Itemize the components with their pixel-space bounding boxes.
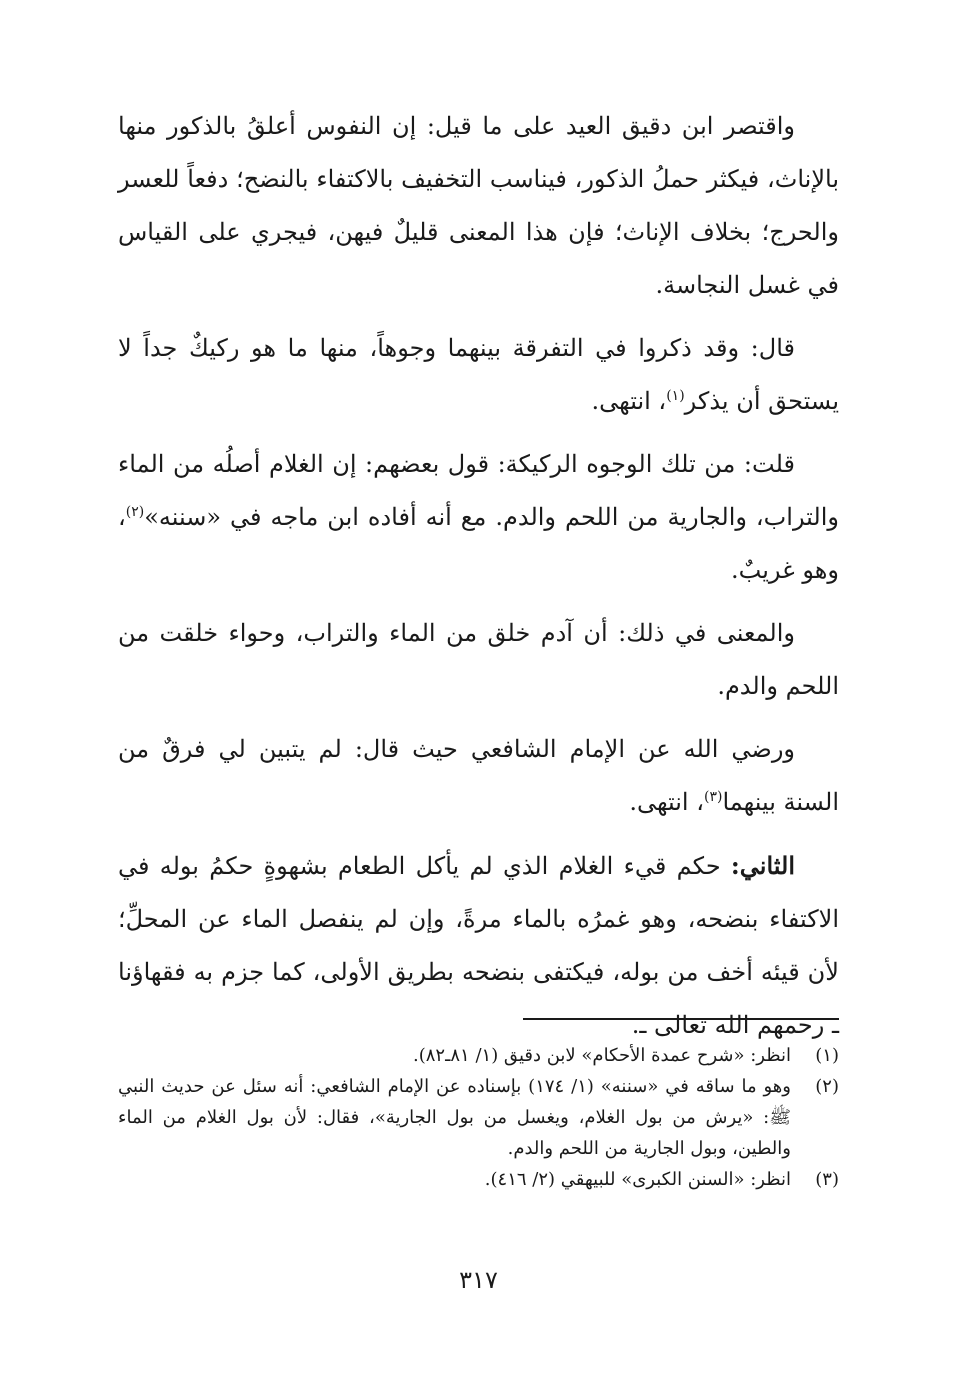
footnotes xyxy=(118,1040,839,1195)
footnote-3-number: (٣) xyxy=(815,1169,839,1190)
main-text xyxy=(118,100,839,1062)
paragraph-2-tail: ، انتهى. xyxy=(591,387,667,415)
paragraph-3-text: قلت: من تلك الوجوه الركيكة: قول بعضهم: إن الغلام أصلُه من الماء والتراب، والجارية من اللحم والدم. مع أنه أفاده ابن ماجه في «سننه» xyxy=(118,450,839,531)
paragraph-1 xyxy=(118,100,839,312)
paragraph-2-text: قال: وقد ذكروا في التفرقة بينهما وجوهاً، منها ما هو ركيكٌ جداً لا يستحق أن يذكر xyxy=(118,334,839,415)
footnote-marker-2: (٢) xyxy=(125,504,145,520)
paragraph-6-text: حكم قيء الغلام الذي لم يأكل الطعام بشهوةٍ حكمُ بوله في الاكتفاء بنضحه، وهو غمرُه بالماء مرةً، وإن لم ينفصل الماء عن المحلِّ؛ لأن قيئه أخف من بوله، فيكتفى بنضحه بطريق الأولى، كما جزم به فقهاؤنا ـ رحمهم الله تعالى ـ. xyxy=(118,852,840,1039)
footnote-separator xyxy=(523,1018,839,1020)
paragraph-4 xyxy=(118,607,839,713)
paragraph-2 xyxy=(118,322,839,428)
footnote-3-text: انظر: «السنن الكبرى» للبيهقي (٢/ ٤١٦). xyxy=(484,1169,791,1190)
footnote-2 xyxy=(118,1071,839,1164)
footnote-1-number: (١) xyxy=(815,1045,839,1066)
paragraph-6-lead: الثاني: xyxy=(730,851,795,880)
footnote-1-text: انظر: «شرح عمدة الأحكام» لابن دقيق (١/ ٨١ـ٨٢). xyxy=(413,1045,791,1066)
paragraph-5-text: ورضي الله عن الإمام الشافعي حيث قال: لم يتبين لي فرقٌ من السنة بينهما xyxy=(118,735,839,816)
paragraph-3-tail: ، وهو غريبٌ. xyxy=(118,503,839,584)
paragraph-1-text: واقتصر ابن دقيق العيد على ما قيل: إن النفوس أعلقُ بالذكور منها بالإناث، فيكثر حملُ الذكور، فيناسب التخفيف بالاكتفاء بالنضح؛ دفعاً للعسر والحرج؛ بخلاف الإناث؛ فإن هذا المعنى قليلٌ فيهن، فيجري على القياس في غسل النجاسة. xyxy=(118,112,839,299)
footnote-3 xyxy=(118,1164,839,1195)
page-number: ٣١٧ xyxy=(459,1266,498,1294)
paragraph-4-text: والمعنى في ذلك: أن آدم خلق من الماء والتراب، وحواء خلقت من اللحم والدم. xyxy=(118,619,839,700)
footnote-2-number: (٢) xyxy=(815,1076,839,1097)
footnote-1 xyxy=(118,1040,839,1071)
paragraph-6 xyxy=(118,839,839,1052)
paragraph-3 xyxy=(118,438,839,597)
footnote-marker-1: (١) xyxy=(666,388,685,404)
paragraph-5-tail: ، انتهى. xyxy=(629,788,704,816)
footnote-2-text: وهو ما ساقه في «سننه» (١/ ١٧٤) بإسناده عن الإمام الشافعي: أنه سئل عن حديث النبي ﷺ: «يرش من بول الغلام، ويغسل من بول الجارية»، فقال: لأن بول الغلام من الماء والطين، وبول الجارية من اللحم والدم. xyxy=(118,1076,791,1159)
paragraph-5 xyxy=(118,723,839,829)
footnote-marker-3: (٣) xyxy=(703,789,723,805)
